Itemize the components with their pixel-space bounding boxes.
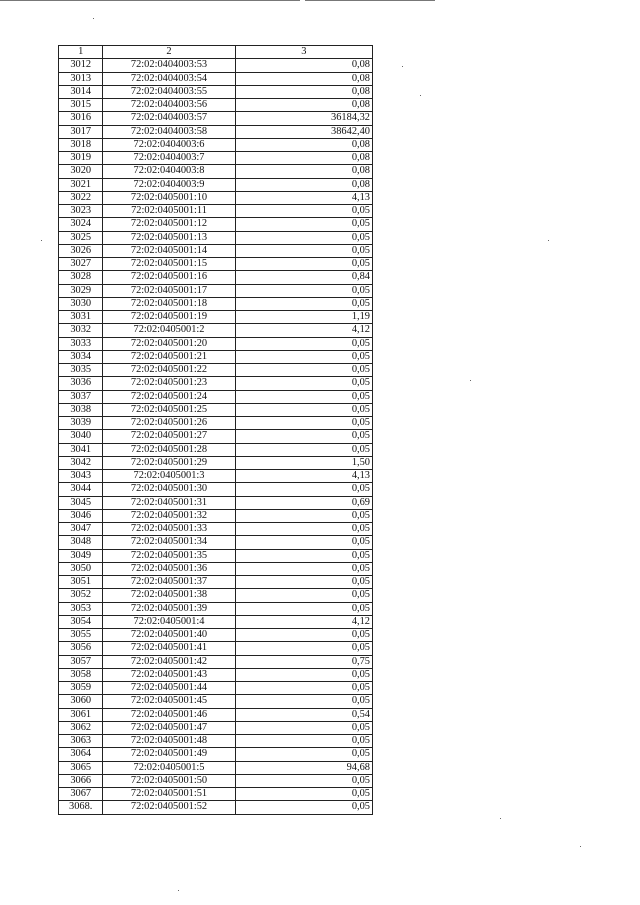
row-number: 3060 <box>59 695 103 708</box>
table-row <box>59 72 373 85</box>
row-number: 3066 <box>59 774 103 787</box>
row-number: 3041 <box>59 443 103 456</box>
value: 38642,40 <box>235 125 372 138</box>
value: 0,08 <box>235 178 372 191</box>
table-row <box>59 178 373 191</box>
scan-speck <box>548 240 549 241</box>
column-header-2: 2 <box>103 46 235 59</box>
value: 0,08 <box>235 72 372 85</box>
table-row <box>59 801 373 814</box>
cadastral-number: 72:02:0405001:25 <box>103 403 235 416</box>
table-row <box>59 430 373 443</box>
table-row <box>59 788 373 801</box>
table-row <box>59 549 373 562</box>
value: 0,08 <box>235 165 372 178</box>
row-number: 3052 <box>59 589 103 602</box>
value: 0,54 <box>235 708 372 721</box>
row-number: 3021 <box>59 178 103 191</box>
table-row <box>59 536 373 549</box>
row-number: 3065 <box>59 761 103 774</box>
row-number: 3044 <box>59 483 103 496</box>
value: 1,50 <box>235 456 372 469</box>
table-row <box>59 761 373 774</box>
cadastral-number: 72:02:0405001:26 <box>103 417 235 430</box>
cadastral-number: 72:02:0405001:41 <box>103 642 235 655</box>
value: 0,08 <box>235 152 372 165</box>
table-row <box>59 496 373 509</box>
row-number: 3018 <box>59 138 103 151</box>
table-row <box>59 218 373 231</box>
value: 4,13 <box>235 191 372 204</box>
cadastral-number: 72:02:0405001:49 <box>103 748 235 761</box>
cadastral-number: 72:02:0405001:37 <box>103 576 235 589</box>
table-row <box>59 337 373 350</box>
table-row <box>59 721 373 734</box>
cadastral-number: 72:02:0405001:12 <box>103 218 235 231</box>
row-number: 3068. <box>59 801 103 814</box>
row-number: 3045 <box>59 496 103 509</box>
value: 0,05 <box>235 403 372 416</box>
row-number: 3061 <box>59 708 103 721</box>
row-number: 3019 <box>59 152 103 165</box>
value: 0,05 <box>235 443 372 456</box>
cadastral-number: 72:02:0405001:40 <box>103 629 235 642</box>
cadastral-number: 72:02:0405001:29 <box>103 456 235 469</box>
cadastral-number: 72:02:0405001:13 <box>103 231 235 244</box>
cadastral-number: 72:02:0404003:7 <box>103 152 235 165</box>
table-row <box>59 205 373 218</box>
row-number: 3064 <box>59 748 103 761</box>
table-row <box>59 629 373 642</box>
table-row <box>59 576 373 589</box>
cadastral-number: 72:02:0405001:52 <box>103 801 235 814</box>
cadastral-number: 72:02:0405001:23 <box>103 377 235 390</box>
row-number: 3023 <box>59 205 103 218</box>
table-row <box>59 443 373 456</box>
value: 0,05 <box>235 337 372 350</box>
value: 0,05 <box>235 735 372 748</box>
row-number: 3046 <box>59 509 103 522</box>
table-row <box>59 231 373 244</box>
value: 4,12 <box>235 324 372 337</box>
row-number: 3050 <box>59 562 103 575</box>
value: 0,05 <box>235 629 372 642</box>
value: 0,05 <box>235 695 372 708</box>
cadastral-number: 72:02:0404003:58 <box>103 125 235 138</box>
value: 0,05 <box>235 549 372 562</box>
cadastral-number: 72:02:0404003:8 <box>103 165 235 178</box>
row-number: 3032 <box>59 324 103 337</box>
value: 0,05 <box>235 297 372 310</box>
row-number: 3056 <box>59 642 103 655</box>
table-row <box>59 655 373 668</box>
cadastral-number: 72:02:0405001:51 <box>103 788 235 801</box>
cadastral-number: 72:02:0404003:56 <box>103 99 235 112</box>
value: 0,05 <box>235 536 372 549</box>
value: 0,05 <box>235 602 372 615</box>
cadastral-number: 72:02:0405001:30 <box>103 483 235 496</box>
row-number: 3020 <box>59 165 103 178</box>
cadastral-number: 72:02:0405001:14 <box>103 244 235 257</box>
row-number: 3012 <box>59 59 103 72</box>
row-number: 3017 <box>59 125 103 138</box>
cadastral-number: 72:02:0405001:19 <box>103 311 235 324</box>
table-row <box>59 403 373 416</box>
row-number: 3067 <box>59 788 103 801</box>
table-body <box>59 59 373 814</box>
value: 0,08 <box>235 59 372 72</box>
cadastral-number: 72:02:0405001:50 <box>103 774 235 787</box>
column-header-3: 3 <box>235 46 372 59</box>
cadastral-value-table <box>58 45 373 815</box>
table-row <box>59 708 373 721</box>
scan-speck <box>470 380 471 381</box>
value: 0,05 <box>235 668 372 681</box>
table-row <box>59 191 373 204</box>
value: 0,05 <box>235 205 372 218</box>
row-number: 3038 <box>59 403 103 416</box>
value: 0,05 <box>235 483 372 496</box>
row-number: 3037 <box>59 390 103 403</box>
cadastral-number: 72:02:0405001:32 <box>103 509 235 522</box>
value: 0,05 <box>235 642 372 655</box>
value: 0,05 <box>235 748 372 761</box>
row-number: 3059 <box>59 682 103 695</box>
row-number: 3024 <box>59 218 103 231</box>
table-row <box>59 774 373 787</box>
cadastral-number: 72:02:0405001:38 <box>103 589 235 602</box>
table-row <box>59 152 373 165</box>
cadastral-number: 72:02:0405001:45 <box>103 695 235 708</box>
table-row <box>59 377 373 390</box>
table-row <box>59 311 373 324</box>
row-number: 3057 <box>59 655 103 668</box>
value: 0,05 <box>235 350 372 363</box>
value: 0,69 <box>235 496 372 509</box>
value: 0,05 <box>235 721 372 734</box>
value: 4,12 <box>235 615 372 628</box>
value: 4,13 <box>235 470 372 483</box>
row-number: 3042 <box>59 456 103 469</box>
value: 0,05 <box>235 576 372 589</box>
table-row <box>59 297 373 310</box>
table-row <box>59 324 373 337</box>
cadastral-number: 72:02:0405001:46 <box>103 708 235 721</box>
table-row <box>59 390 373 403</box>
value: 0,05 <box>235 284 372 297</box>
cadastral-number: 72:02:0405001:43 <box>103 668 235 681</box>
value: 0,84 <box>235 271 372 284</box>
row-number: 3033 <box>59 337 103 350</box>
value: 0,05 <box>235 589 372 602</box>
scan-top-line <box>305 0 435 1</box>
row-number: 3053 <box>59 602 103 615</box>
value: 0,08 <box>235 85 372 98</box>
row-number: 3025 <box>59 231 103 244</box>
table-row <box>59 112 373 125</box>
scan-speck <box>420 95 421 96</box>
table-row <box>59 523 373 536</box>
value: 0,05 <box>235 231 372 244</box>
table-row <box>59 125 373 138</box>
cadastral-number: 72:02:0404003:53 <box>103 59 235 72</box>
table-row <box>59 59 373 72</box>
cadastral-number: 72:02:0405001:44 <box>103 682 235 695</box>
cadastral-number: 72:02:0405001:48 <box>103 735 235 748</box>
cadastral-number: 72:02:0405001:47 <box>103 721 235 734</box>
row-number: 3039 <box>59 417 103 430</box>
table-row <box>59 138 373 151</box>
table-row <box>59 456 373 469</box>
table-row <box>59 258 373 271</box>
value: 0,05 <box>235 774 372 787</box>
cadastral-number: 72:02:0405001:27 <box>103 430 235 443</box>
cadastral-number: 72:02:0405001:33 <box>103 523 235 536</box>
value: 0,05 <box>235 258 372 271</box>
table-row <box>59 562 373 575</box>
scan-top-line <box>0 0 300 1</box>
cadastral-number: 72:02:0405001:36 <box>103 562 235 575</box>
row-number: 3015 <box>59 99 103 112</box>
table-row <box>59 244 373 257</box>
table-row <box>59 615 373 628</box>
header-row <box>59 46 373 59</box>
value: 0,05 <box>235 562 372 575</box>
row-number: 3043 <box>59 470 103 483</box>
scan-speck <box>580 846 581 847</box>
table-row <box>59 85 373 98</box>
table-row <box>59 735 373 748</box>
value: 0,75 <box>235 655 372 668</box>
table-row <box>59 99 373 112</box>
cadastral-number: 72:02:0405001:15 <box>103 258 235 271</box>
table-row <box>59 165 373 178</box>
row-number: 3047 <box>59 523 103 536</box>
table-row <box>59 470 373 483</box>
scan-speck <box>41 240 42 241</box>
row-number: 3058 <box>59 668 103 681</box>
value: 0,05 <box>235 509 372 522</box>
table-row <box>59 695 373 708</box>
scan-speck <box>93 18 94 19</box>
table-row <box>59 642 373 655</box>
cadastral-number: 72:02:0405001:4 <box>103 615 235 628</box>
cadastral-number: 72:02:0404003:9 <box>103 178 235 191</box>
cadastral-number: 72:02:0405001:5 <box>103 761 235 774</box>
cadastral-number: 72:02:0405001:34 <box>103 536 235 549</box>
cadastral-number: 72:02:0405001:18 <box>103 297 235 310</box>
scan-speck <box>178 890 179 891</box>
row-number: 3031 <box>59 311 103 324</box>
cadastral-number: 72:02:0405001:20 <box>103 337 235 350</box>
scan-speck <box>500 818 501 819</box>
cadastral-number: 72:02:0405001:10 <box>103 191 235 204</box>
value: 0,05 <box>235 218 372 231</box>
value: 0,08 <box>235 99 372 112</box>
row-number: 3026 <box>59 244 103 257</box>
table-row <box>59 417 373 430</box>
row-number: 3034 <box>59 350 103 363</box>
cadastral-number: 72:02:0404003:57 <box>103 112 235 125</box>
table-header <box>59 46 373 59</box>
value: 0,05 <box>235 523 372 536</box>
value: 0,05 <box>235 788 372 801</box>
value: 0,05 <box>235 430 372 443</box>
row-number: 3027 <box>59 258 103 271</box>
value: 1,19 <box>235 311 372 324</box>
cadastral-number: 72:02:0404003:6 <box>103 138 235 151</box>
cadastral-number: 72:02:0404003:54 <box>103 72 235 85</box>
cadastral-number: 72:02:0405001:17 <box>103 284 235 297</box>
cadastral-number: 72:02:0405001:31 <box>103 496 235 509</box>
table-row <box>59 602 373 615</box>
value: 0,05 <box>235 377 372 390</box>
value: 0,05 <box>235 390 372 403</box>
row-number: 3055 <box>59 629 103 642</box>
cadastral-number: 72:02:0405001:24 <box>103 390 235 403</box>
table-row <box>59 748 373 761</box>
cadastral-number: 72:02:0405001:11 <box>103 205 235 218</box>
cadastral-number: 72:02:0405001:21 <box>103 350 235 363</box>
value: 0,05 <box>235 682 372 695</box>
table-row <box>59 509 373 522</box>
table-row <box>59 589 373 602</box>
row-number: 3014 <box>59 85 103 98</box>
row-number: 3035 <box>59 364 103 377</box>
cadastral-number: 72:02:0404003:55 <box>103 85 235 98</box>
cadastral-number: 72:02:0405001:39 <box>103 602 235 615</box>
table-row <box>59 668 373 681</box>
row-number: 3040 <box>59 430 103 443</box>
value: 0,05 <box>235 801 372 814</box>
column-header-1: 1 <box>59 46 103 59</box>
table-row <box>59 271 373 284</box>
cadastral-number: 72:02:0405001:2 <box>103 324 235 337</box>
row-number: 3051 <box>59 576 103 589</box>
row-number: 3016 <box>59 112 103 125</box>
table-row <box>59 350 373 363</box>
table-row <box>59 682 373 695</box>
row-number: 3063 <box>59 735 103 748</box>
row-number: 3030 <box>59 297 103 310</box>
value: 0,08 <box>235 138 372 151</box>
row-number: 3036 <box>59 377 103 390</box>
table-row <box>59 364 373 377</box>
value: 0,05 <box>235 417 372 430</box>
row-number: 3049 <box>59 549 103 562</box>
row-number: 3029 <box>59 284 103 297</box>
table-row <box>59 483 373 496</box>
value: 0,05 <box>235 364 372 377</box>
row-number: 3048 <box>59 536 103 549</box>
value: 94,68 <box>235 761 372 774</box>
row-number: 3062 <box>59 721 103 734</box>
table-row <box>59 284 373 297</box>
cadastral-number: 72:02:0405001:42 <box>103 655 235 668</box>
row-number: 3013 <box>59 72 103 85</box>
value: 0,05 <box>235 244 372 257</box>
cadastral-number: 72:02:0405001:3 <box>103 470 235 483</box>
cadastral-number: 72:02:0405001:16 <box>103 271 235 284</box>
cadastral-number: 72:02:0405001:28 <box>103 443 235 456</box>
cadastral-number: 72:02:0405001:35 <box>103 549 235 562</box>
row-number: 3028 <box>59 271 103 284</box>
row-number: 3022 <box>59 191 103 204</box>
scan-speck <box>402 66 403 67</box>
value: 36184,32 <box>235 112 372 125</box>
cadastral-number: 72:02:0405001:22 <box>103 364 235 377</box>
row-number: 3054 <box>59 615 103 628</box>
